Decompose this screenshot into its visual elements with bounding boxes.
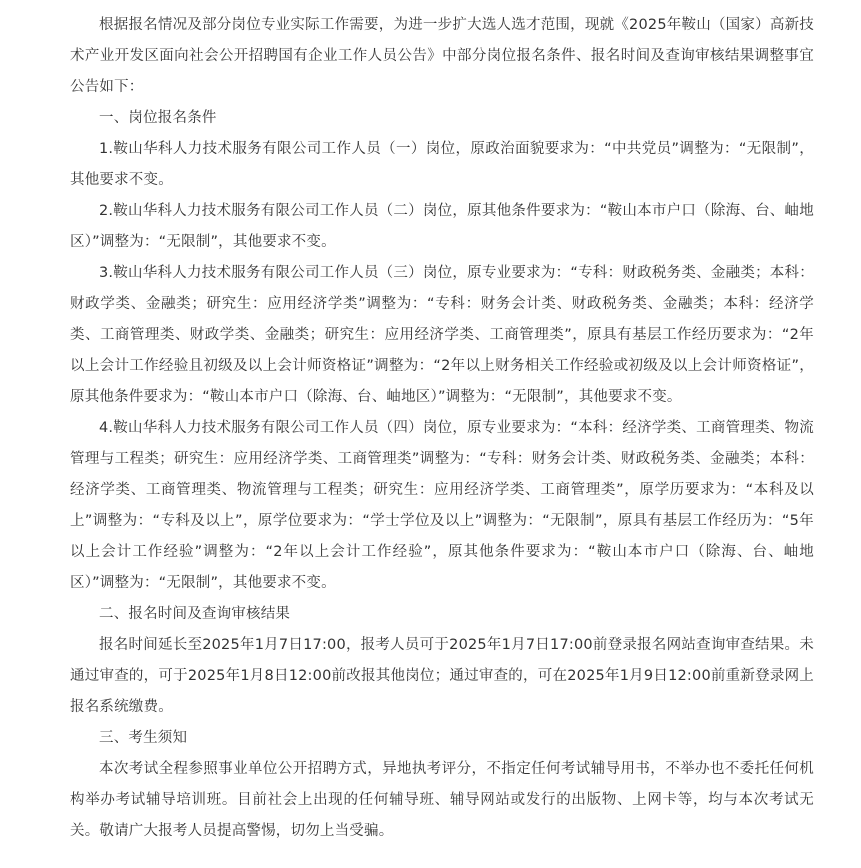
section-1-item-2: 2.鞍山华科人力技术服务有限公司工作人员（二）岗位，原其他条件要求为：“鞍山本市户口（除海、台、岫地区）”调整为：“无限制”，其他要求不变。 [70, 203, 814, 250]
section-1-heading: 一、岗位报名条件 [99, 110, 217, 126]
section-3-body: 本次考试全程参照事业单位公开招聘方式，异地执考评分，不指定任何考试辅导用书，不举办也不委托任何机构举办考试辅导培训班。目前社会上出现的任何辅导班、辅导网站或发行的出版物、上网卡等，均与本次考试无关。敬请广大报考人员提高警惕，切勿上当受骗。 [70, 761, 814, 839]
section-1-item-3: 3.鞍山华科人力技术服务有限公司工作人员（三）岗位，原专业要求为：“专科：财政税务类、金融类；本科：财政学类、金融类；研究生：应用经济学类”调整为：“专科：财务会计类、财政税务类、金融类；本科：经济学类、工商管理类、财政学类、金融类；研究生：应用经济学类、工商管理类”，原具有基层工作经历要求为：“2年以上会计工作经验且初级及以上会计师资格证”调整为：“2年以上财务相关工作经验或初级及以上会计师资格证”，原其他条件要求为：“鞍山本市户口（除海、台、岫地区）”调整为：“无限制”，其他要求不变。 [70, 265, 814, 405]
section-1-item-1: 1.鞍山华科人力技术服务有限公司工作人员（一）岗位，原政治面貌要求为：“中共党员”调整为：“无限制”，其他要求不变。 [70, 141, 814, 188]
intro-paragraph: 根据报名情况及部分岗位专业实际工作需要，为进一步扩大选人选才范围，现就《2025年鞍山（国家）高新技术产业开发区面向社会公开招聘国有企业工作人员公告》中部分岗位报名条件、报名时间及查询审核结果调整事宜公告如下： [70, 17, 814, 95]
section-3-heading: 三、考生须知 [99, 730, 188, 746]
section-2-heading: 二、报名时间及查询审核结果 [99, 606, 291, 622]
section-2-body: 报名时间延长至2025年1月7日17:00，报考人员可于2025年1月7日17:00前登录报名网站查询审查结果。未通过审查的，可于2025年1月8日12:00前改报其他岗位；通过审查的，可在2025年1月9日12:00前重新登录网上报名系统缴费。 [70, 637, 814, 715]
section-1-item-4: 4.鞍山华科人力技术服务有限公司工作人员（四）岗位，原专业要求为：“本科：经济学类、工商管理类、物流管理与工程类；研究生：应用经济学类、工商管理类”调整为：“专科：财务会计类、财政税务类、金融类；本科：经济学类、工商管理类、物流管理与工程类；研究生：应用经济学类、工商管理类”，原学历要求为：“本科及以上”调整为：“专科及以上”，原学位要求为：“学士学位及以上”调整为：“无限制”，原具有基层工作经历为：“5年以上会计工作经验”调整为：“2年以上会计工作经验”，原其他条件要求为：“鞍山本市户口（除海、台、岫地区）”调整为：“无限制”，其他要求不变。 [70, 420, 814, 591]
announcement-document [70, 10, 814, 847]
